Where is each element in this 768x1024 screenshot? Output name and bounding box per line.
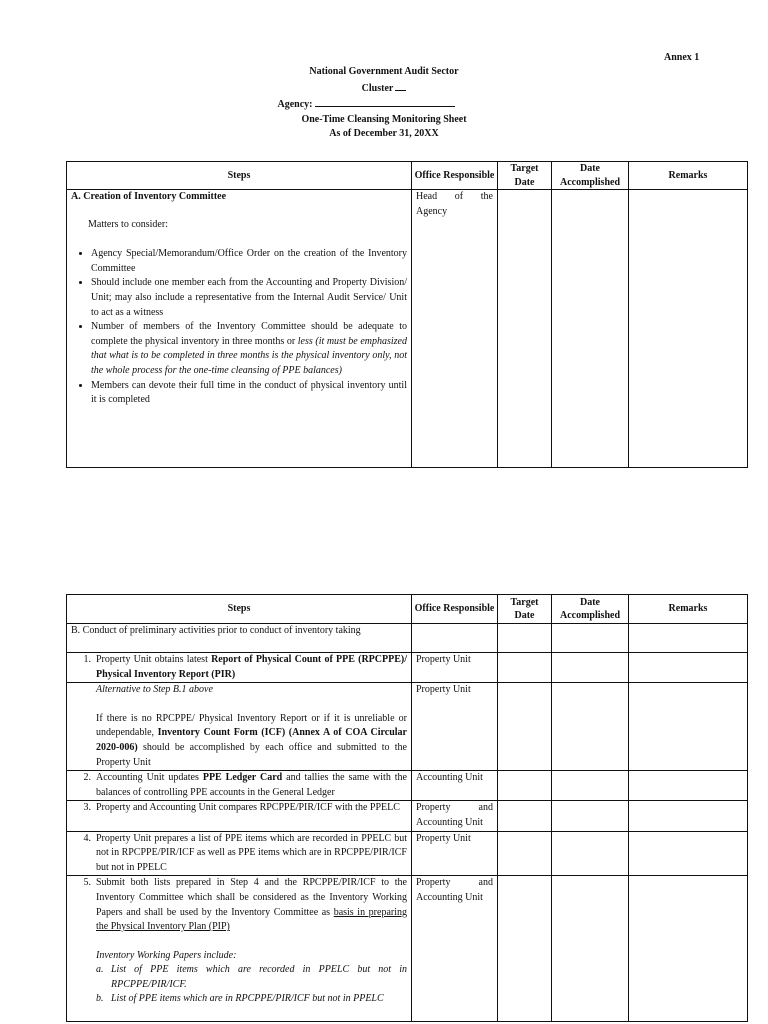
col-steps: Steps bbox=[67, 595, 412, 624]
step-5-office: Property and Accounting Unit bbox=[412, 876, 498, 1022]
step-1-alternative: Alternative to Step B.1 above If there is no RPCPPE/ Physical Inventory Report or if it is unreliable or undependable, Inventory Count Form (ICF) (Annex A of COA Circular 2020-006) should be accomplished by each office and submitted to the Property Unit bbox=[67, 683, 412, 771]
list-item: • Members can devote their full time in the conduct of physical inventory until it is completed bbox=[91, 379, 407, 408]
step-4-office: Property Unit bbox=[412, 831, 498, 876]
alternative-office: Property Unit bbox=[412, 683, 498, 771]
step-3-office: Property and Accounting Unit bbox=[412, 801, 498, 831]
col-accomplished: Date Accomplished bbox=[552, 162, 629, 190]
step-3: 3. Property and Accounting Unit compares RPCPPE/PIR/ICF with the PPELC bbox=[67, 801, 412, 831]
monitoring-table-b bbox=[66, 594, 748, 1022]
table-header-row bbox=[67, 162, 748, 190]
agency-blank bbox=[315, 96, 455, 107]
matters-label: Matters to consider: bbox=[88, 218, 168, 230]
step-4: 4. Property Unit prepares a list of PPE items which are recorded in PPELC but not in RPCPPE/PIR/ICF as well as PPE items which are in RPCPPE/PIR/ICF but not in PPELC bbox=[67, 831, 412, 876]
col-remarks: Remarks bbox=[629, 162, 748, 190]
table-row bbox=[67, 624, 748, 653]
list-item: b. List of PPE items which are in RPCPPE/PIR/ICF but not in PPELC bbox=[96, 993, 384, 1005]
step-1: 1. Property Unit obtains latest Report of Physical Count of PPE (RPCPPE)/ Physical Inventory Report (PIR) bbox=[67, 653, 412, 683]
list-item: • Number of members of the Inventory Committee should be adequate to complete the physical inventory in three months or less (it must be emphasized that what is to be completed in three months is the physical inventory only, not the whole process for the one-time cleansing of PPE balances) bbox=[91, 320, 407, 378]
table-row bbox=[67, 801, 748, 831]
col-office: Office Responsible bbox=[412, 162, 498, 190]
col-remarks: Remarks bbox=[629, 595, 748, 624]
col-accomplished: Date Accomplished bbox=[552, 595, 629, 624]
col-office: Office Responsible bbox=[412, 595, 498, 624]
table-row bbox=[67, 653, 748, 683]
table-row bbox=[67, 683, 748, 771]
col-target: Target Date bbox=[498, 162, 552, 190]
section-b-title: B. Conduct of preliminary activities prior to conduct of inventory taking bbox=[67, 624, 412, 653]
agency-label: Agency: bbox=[277, 99, 313, 110]
agency-line bbox=[194, 96, 538, 113]
step-2: 2. Accounting Unit updates PPE Ledger Card and tallies the same with the balances of controlling PPE accounts in the General Ledger bbox=[67, 771, 412, 801]
matters-list bbox=[71, 247, 407, 408]
step-2-office: Accounting Unit bbox=[412, 771, 498, 801]
col-steps: Steps bbox=[67, 162, 412, 190]
section-a-title: A. Creation of Inventory Committee bbox=[71, 191, 227, 202]
list-item: a. List of PPE items which are recorded in PPELC but not in RPCPPE/PIR/ICF. bbox=[96, 964, 407, 990]
table-row bbox=[67, 831, 748, 876]
sheet-title: One-Time Cleansing Monitoring Sheet bbox=[301, 113, 467, 125]
section-a-steps bbox=[67, 190, 412, 468]
working-papers-list bbox=[96, 963, 407, 1007]
table-row bbox=[67, 771, 748, 801]
annex-label: Annex 1 bbox=[664, 52, 700, 63]
section-a-remarks bbox=[629, 190, 748, 468]
table-row bbox=[67, 190, 748, 468]
step-1-office: Property Unit bbox=[412, 653, 498, 683]
table-header-row bbox=[67, 595, 748, 624]
step-5: 5. Submit both lists prepared in Step 4 and the RPCPPE/PIR/ICF to the Inventory Committee which shall be considered as the Inventory Working Papers and shall be used by the Inventory Committee as basis in preparing the Physical Inventory Plan (PIP) Inventory Working Papers include: a. List of PPE items which are recorded in PPELC but not in RPCPPE/PIR/ICF. b. List of PPE items which are in RPCPPE/PIR/ICF but not in PPELC bbox=[67, 876, 412, 1022]
monitoring-table-a bbox=[66, 161, 748, 468]
section-a-office: Head of the Agency bbox=[412, 190, 498, 468]
list-item: • Should include one member each from the Accounting and Property Division/ Unit; may also include a representative from the Internal Audit Service/ Unit to act as a witness bbox=[91, 276, 407, 320]
as-of-date: As of December 31, 20XX bbox=[329, 128, 439, 139]
section-a-target bbox=[498, 190, 552, 468]
cluster-line bbox=[230, 80, 538, 97]
section-a-accomplished bbox=[552, 190, 629, 468]
sector-title: National Government Audit Sector bbox=[309, 66, 459, 77]
cluster-label: Cluster bbox=[361, 82, 394, 94]
col-target: Target Date bbox=[498, 595, 552, 624]
cluster-blank bbox=[395, 80, 406, 91]
list-item: • Agency Special/Memorandum/Office Order on the creation of the Inventory Committee bbox=[91, 247, 407, 276]
table-row bbox=[67, 876, 748, 1022]
document-header bbox=[230, 65, 538, 142]
